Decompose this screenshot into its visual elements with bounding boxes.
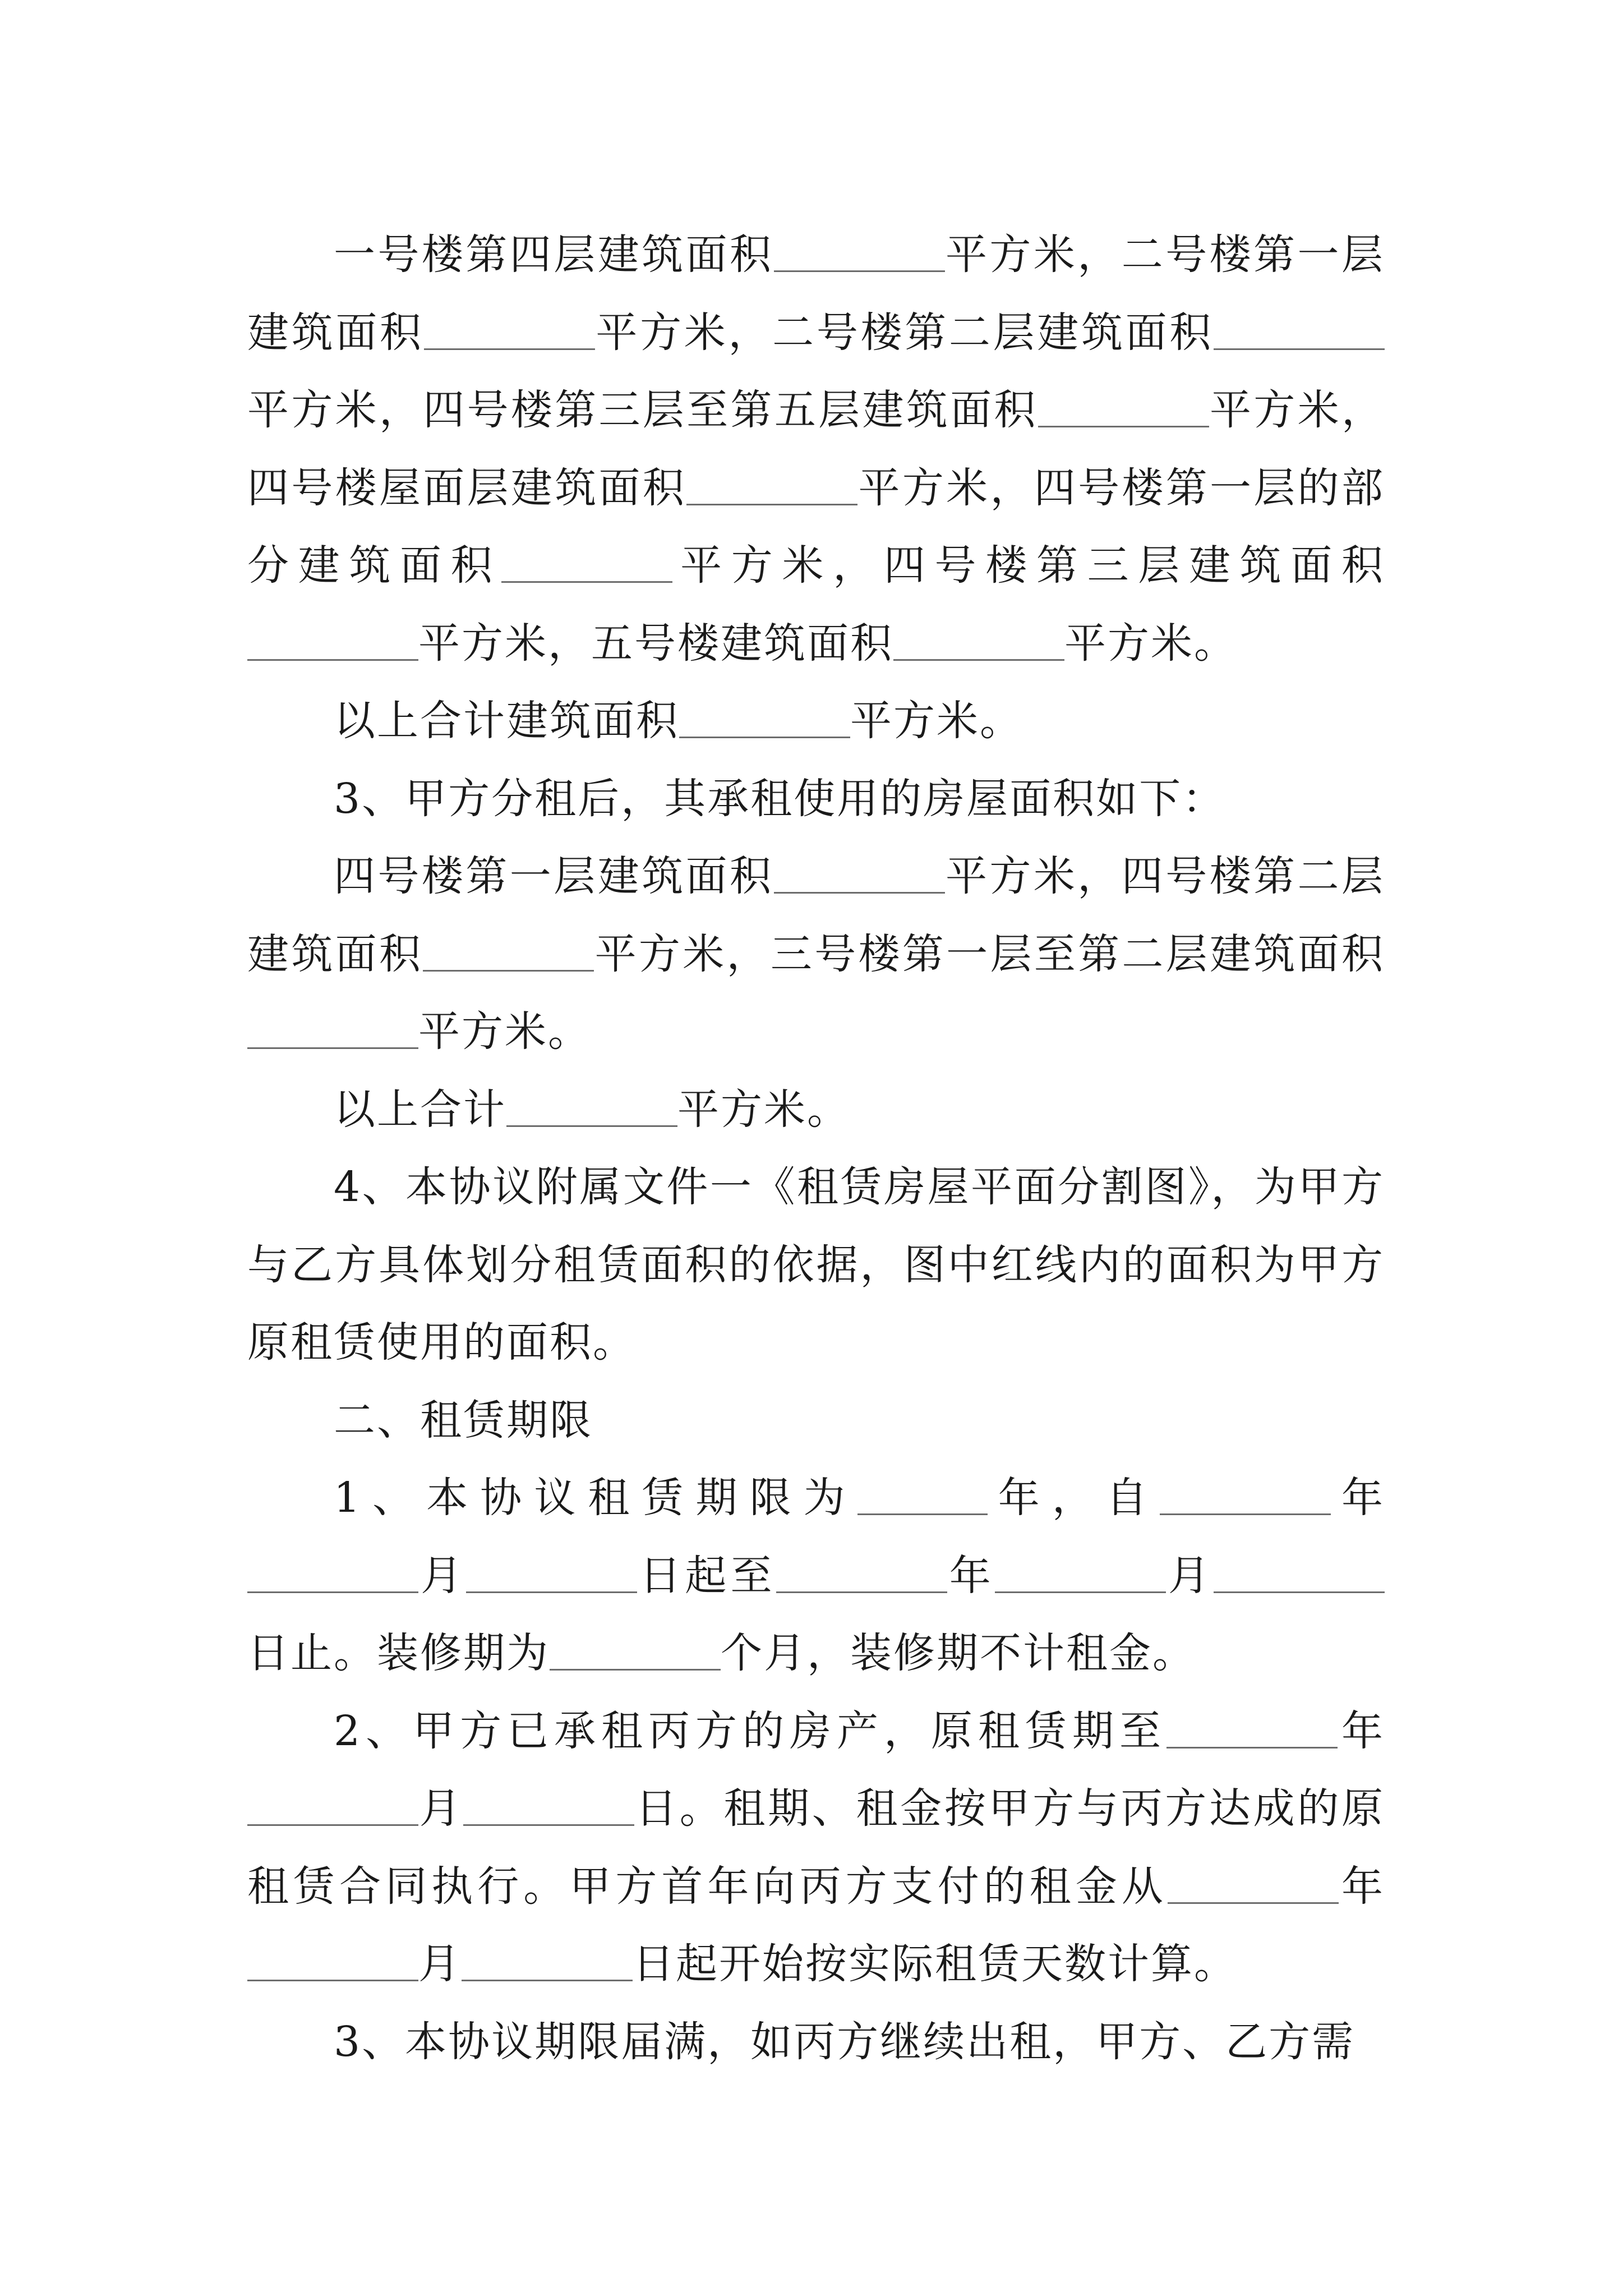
fill-in-blank[interactable] [247, 1550, 418, 1593]
text-segment: 一号楼第四层建筑面积 [334, 231, 774, 279]
text-segment: 平方米。 [1064, 619, 1237, 668]
text-segment: 平方米，二号楼第一层建筑面积 [247, 231, 1385, 357]
text-segment: 平方米，四号楼第二层建筑面积 [247, 852, 1385, 978]
fill-in-blank[interactable] [995, 1550, 1166, 1593]
paragraph-lease-term-3 [247, 2003, 1385, 2081]
text-segment: 4、本协议附属文件一《租赁房屋平面分割图》，为甲方与乙方具体划分租赁面积的依据，图中红线内的面积为甲方原租赁使用的面积。 [247, 1163, 1385, 1366]
text-segment: 月 [418, 1784, 464, 1833]
fill-in-blank[interactable] [774, 850, 945, 894]
text-segment: 年，自 [987, 1474, 1160, 1522]
fill-in-blank[interactable] [1166, 1705, 1338, 1749]
text-segment: 月 [418, 1551, 467, 1600]
text-segment: 1、本协议租赁期限为 [334, 1474, 857, 1522]
fill-in-blank[interactable] [506, 1084, 677, 1127]
fill-in-blank[interactable] [550, 1627, 721, 1671]
fill-in-blank[interactable] [893, 618, 1064, 661]
text-segment: 3、本协议期限届满，如丙方继续出租，甲方、乙方需 [334, 2017, 1355, 2066]
fill-in-blank[interactable] [774, 229, 945, 272]
text-segment: 平方米，三号楼第一层至第二层建筑面积 [594, 930, 1385, 978]
text-segment: 年 [1338, 1706, 1385, 1755]
fill-in-blank[interactable] [247, 1006, 418, 1049]
fill-in-blank[interactable] [1038, 384, 1209, 427]
fill-in-blank[interactable] [462, 1938, 633, 1981]
text-segment: 3、甲方分租后，其承租使用的房屋面积如下： [334, 774, 1226, 823]
paragraph-floor-areas-before [247, 216, 1385, 682]
fill-in-blank[interactable] [501, 540, 672, 583]
fill-in-blank[interactable] [1168, 1861, 1339, 1904]
text-segment: 平方米。 [850, 697, 1023, 745]
fill-in-blank[interactable] [423, 928, 594, 972]
paragraph-subtotal [247, 1071, 1385, 1149]
text-segment: 以上合计 [334, 1085, 506, 1134]
text-segment: 平方米，四号楼第三层建筑面积 [672, 541, 1385, 590]
paragraph-clause-4 [247, 1148, 1385, 1382]
text-segment: 二、租赁期限 [334, 1396, 593, 1444]
text-segment: 年 [1330, 1474, 1385, 1522]
text-segment: 日起至 [637, 1551, 776, 1600]
text-segment: 月 [418, 1940, 462, 1988]
text-segment: 平方米。 [418, 1007, 591, 1056]
paragraph-total-area [247, 682, 1385, 760]
paragraph-clause-3-heading [247, 760, 1385, 838]
text-segment: 平方米，五号楼建筑面积 [418, 619, 893, 668]
fill-in-blank[interactable] [776, 1550, 947, 1593]
fill-in-blank[interactable] [1214, 307, 1385, 350]
paragraph-lease-term-2 [247, 1692, 1385, 2003]
text-segment: 年 [1338, 1862, 1385, 1911]
paragraph-lease-term-1 [247, 1459, 1385, 1692]
fill-in-blank[interactable] [679, 695, 850, 738]
fill-in-blank[interactable] [466, 1550, 637, 1593]
text-segment: 年 [947, 1551, 995, 1600]
fill-in-blank[interactable] [463, 1783, 634, 1826]
document-body [247, 216, 1385, 2081]
fill-in-blank[interactable] [857, 1472, 988, 1515]
fill-in-blank[interactable] [686, 462, 857, 505]
fill-in-blank[interactable] [247, 1938, 418, 1981]
text-segment: 2、甲方已承租丙方的房产，原租赁期至 [334, 1706, 1166, 1755]
paragraph-floor-areas-after [247, 838, 1385, 1071]
text-segment: 四号楼第一层建筑面积 [334, 852, 774, 900]
fill-in-blank[interactable] [1214, 1550, 1385, 1593]
text-segment: 平方米，四号楼屋面层建筑面积 [247, 386, 1385, 512]
fill-in-blank[interactable] [1160, 1472, 1331, 1515]
fill-in-blank[interactable] [424, 307, 595, 350]
text-segment: 以上合计建筑面积 [334, 697, 679, 745]
text-segment: 日起开始按实际租赁天数计算。 [633, 1940, 1237, 1988]
text-segment: 平方米。 [677, 1085, 850, 1134]
text-segment: 平方米，四号楼第一层的部分建筑面积 [247, 463, 1385, 590]
text-segment: 平方米，四号楼第三层至第五层建筑面积 [247, 386, 1038, 434]
text-segment: 月 [1165, 1551, 1214, 1600]
text-segment: 日止。装修期为 [247, 1629, 550, 1677]
fill-in-blank[interactable] [247, 1783, 418, 1826]
section-heading-lease-term [247, 1382, 1385, 1460]
text-segment: 个月，装修期不计租金。 [721, 1629, 1196, 1677]
text-segment: 日。租期、租金按甲方与丙方达成的原租赁合同执行。甲方首年向丙方支付的租金从 [247, 1784, 1385, 1911]
fill-in-blank[interactable] [247, 618, 418, 661]
text-segment: 平方米，二号楼第二层建筑面积 [594, 308, 1214, 357]
